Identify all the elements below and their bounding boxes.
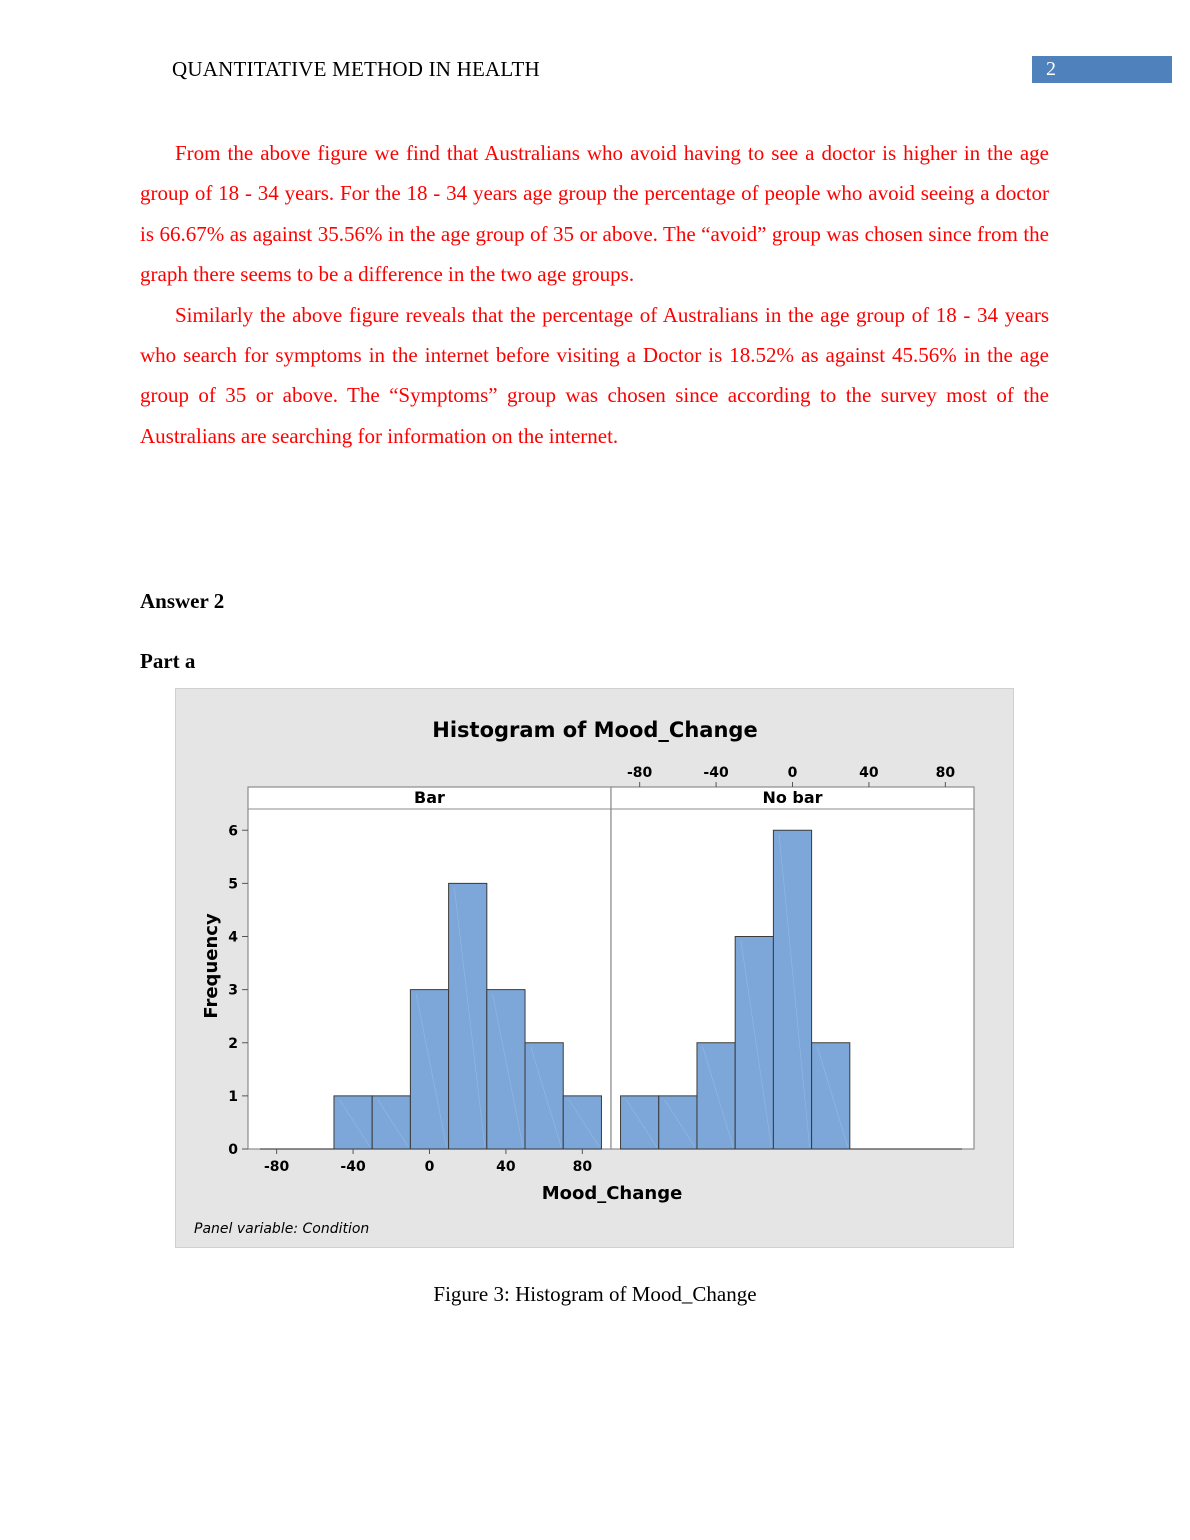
page-number: 2 [1032,56,1172,83]
paragraph-2: Similarly the above figure reveals that the percentage of Australians in the age group of 18 - 34 years who search for symptoms in the internet before visiting a Doctor is 18.52% as against 45.56% in the age group of 35 or above. The “Symptoms” group was chosen since according to the survey most of the Australians are searching for information on the internet. [140,302,1049,448]
figure-caption: Figure 3: Histogram of Mood_Change [433,1282,757,1306]
histogram-chart [176,689,1013,1247]
histogram-figure [175,688,1014,1248]
x-tick-label: 40 [496,1159,516,1175]
panel-label: No bar [762,788,823,807]
x-tick-label-top: -80 [627,765,653,781]
y-tick-label: 1 [228,1088,238,1105]
chart-title: Histogram of Mood_Change [432,718,758,742]
y-tick-label: 2 [228,1035,238,1052]
paragraph-1: From the above figure we find that Australians who avoid having to see a doctor is higher in the age group of 18 - 34 years. For the 18 - 34 years age group the percentage of people who avoid seeing a doctor is 66.67% as against 35.56% in the age group of 35 or above. The “avoid” group was chosen since from the graph there seems to be a difference in the two age groups. [140,141,1049,287]
panel-label: Bar [414,788,445,807]
y-tick-label: 5 [228,876,238,893]
histogram-bar [735,937,773,1150]
y-tick-label: 4 [228,929,238,946]
x-tick-label: 0 [424,1159,435,1175]
y-tick-label: 6 [228,823,238,840]
y-axis-label: Frequency [201,913,222,1019]
x-tick-label: 80 [572,1159,593,1175]
x-tick-label: -80 [264,1159,290,1175]
x-tick-label-top: -40 [703,765,729,781]
y-tick-label: 0 [228,1142,238,1158]
histogram-bar [449,883,487,1149]
part-heading: Part a [140,649,196,673]
running-header: QUANTITATIVE METHOD IN HEALTH [172,57,540,81]
histogram-bar [410,990,448,1149]
histogram-bar [697,1043,735,1149]
y-tick-label: 3 [228,982,238,999]
histogram-bar [812,1043,850,1149]
x-tick-label-top: 80 [935,765,956,781]
histogram-bar [773,830,811,1149]
panel-variable-note: Panel variable: Condition [194,1221,370,1237]
x-tick-label: -40 [340,1159,366,1175]
body-text [140,133,1049,456]
x-tick-label-top: 0 [787,765,798,781]
histogram-bar [525,1043,563,1149]
histogram-bar [487,990,525,1149]
x-tick-label-top: 40 [859,765,879,781]
x-axis-label: Mood_Change [541,1183,683,1204]
answer-heading: Answer 2 [140,589,225,613]
